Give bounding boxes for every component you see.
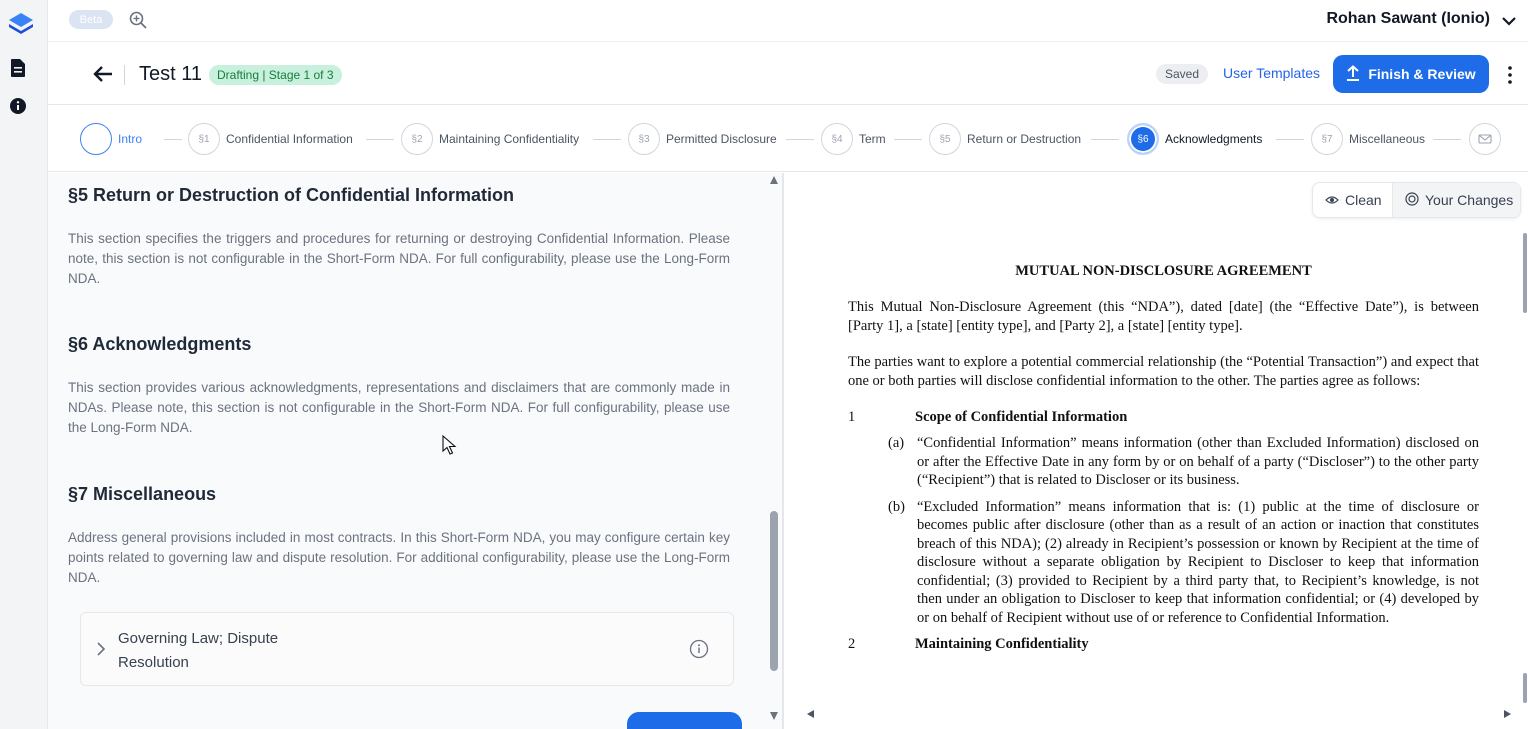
beta-badge: Beta [69, 10, 113, 29]
step-connector [164, 139, 182, 140]
step-connector [1276, 139, 1304, 140]
governing-law-accordion[interactable] [80, 612, 734, 686]
page-title: Test 11 [139, 63, 202, 85]
left-rail [0, 0, 48, 729]
chevron-down-icon[interactable] [1500, 12, 1518, 30]
step-miscellaneous[interactable] [1311, 122, 1425, 156]
step-intro[interactable] [80, 122, 142, 156]
section-2-heading [848, 635, 1479, 653]
eye-icon [1325, 192, 1339, 208]
your-changes-toggle[interactable] [1393, 183, 1520, 217]
clause-label: (a) [888, 435, 905, 451]
document-preview-pane[interactable] [784, 173, 1528, 729]
step-label: Miscellaneous [1349, 132, 1426, 146]
step-permitted-disclosure[interactable] [628, 122, 777, 156]
step-circle: §2 [401, 123, 433, 155]
finish-review-label: Finish & Review [1368, 66, 1476, 82]
section-stepper [48, 106, 1528, 172]
document-icon[interactable] [8, 58, 28, 78]
continue-button[interactable] [627, 712, 742, 729]
step-signature[interactable] [1469, 122, 1501, 156]
scrollbar[interactable] [766, 173, 782, 729]
step-return-or-destruction[interactable] [929, 122, 1081, 156]
section-number: 1 [848, 409, 856, 425]
step-circle: §6 [1127, 123, 1159, 155]
stage-badge: Drafting | Stage 1 of 3 [209, 65, 342, 85]
clause-text: “Excluded Information” means information that is: (1) public at the time of disclosure or becomes public after disclosure (other than as a result of an action or inaction that constitutes breach of this NDA); (2) already in Recipient’s possession or known by Recipient at the time of disclosure without a separate obligation by Recipient to Discloser to keep that information confidential; (3) provided to Recipient by a third party that, to Recipient’s knowledge, is not then under an obligation to Discloser to keep that information confidential; or (4) developed by or on behalf of Recipient without use of or reference to Confidential Information. [917, 498, 1479, 626]
step-circle: §5 [929, 123, 961, 155]
step-label: Maintaining Confidentiality [439, 132, 580, 146]
user-name[interactable]: Rohan Sawant (Ionio) [1326, 10, 1490, 27]
chevron-right-icon [94, 640, 108, 658]
step-label: Term [859, 132, 886, 146]
layers-logo-icon[interactable] [7, 10, 35, 38]
more-vertical-icon[interactable] [1502, 65, 1518, 85]
step-confidential-information[interactable] [188, 122, 353, 156]
section-number: 2 [848, 636, 856, 652]
accordion-label: Governing Law; Dispute Resolution [118, 630, 279, 671]
section-5-title: §5 Return or Destruction of Confidential Information [68, 185, 515, 205]
info-circle-icon[interactable] [689, 639, 709, 659]
zoom-in-icon[interactable] [128, 10, 148, 30]
signature-icon [1469, 123, 1501, 155]
section-1-heading [848, 408, 1479, 426]
section-6-description: This section provides various acknowledgments, representations and disclaimers that are commonly made in NDAs. Please note, this section is not configurable in the Short-Form NDA. For full configurability, please use the Long-Form NDA. [68, 380, 730, 435]
nda-document [848, 263, 1479, 661]
purpose-paragraph: The parties want to explore a potential commercial relationship (the “Potential Transaction”) and expect that one or both parties will disclose confidential information to the other. The parties agree as follows: [848, 354, 1479, 389]
step-label: Intro [118, 132, 143, 146]
section-title: Scope of Confidential Information [915, 409, 1128, 425]
info-icon[interactable] [8, 96, 28, 116]
section-title: Maintaining Confidentiality [915, 636, 1089, 652]
step-circle: §7 [1311, 123, 1343, 155]
step-maintaining-confidentiality[interactable] [401, 122, 579, 156]
clean-label: Clean [1345, 192, 1382, 208]
clause-a [888, 434, 1479, 490]
arrow-left-icon[interactable] [91, 63, 115, 85]
your-changes-label: Your Changes [1425, 192, 1514, 208]
step-circle [80, 123, 112, 155]
step-label: Acknowledgments [1165, 132, 1263, 146]
finish-review-button[interactable] [1333, 55, 1489, 93]
header-divider [124, 65, 125, 85]
intro-paragraph: This Mutual Non-Disclosure Agreement (this “NDA”), dated [date] (the “Effective Date”), is between [Party 1], a [state] [entity type], and [Party 2], a [state] [entity type]. [848, 299, 1479, 334]
guidance-pane[interactable] [48, 173, 782, 729]
section-7-description: Address general provisions included in most contracts. In this Short-Form NDA, you may configure certain key points related to governing law and dispute resolution. For additional configurability, please use the Long-Form NDA. [68, 530, 730, 585]
horizontal-scrollbar[interactable] [804, 707, 1514, 721]
clause-text: “Confidential Information” means information (other than Excluded Information) disclosed on or after the Effective Date in any form by or on behalf of a party (“Discloser”) to the other party (“Recipient”) that is related to Discloser or its business. [917, 435, 1479, 488]
user-templates-link[interactable]: User Templates [1223, 65, 1321, 81]
step-term[interactable] [821, 122, 886, 156]
step-connector [894, 139, 922, 140]
document-header [48, 43, 1528, 105]
step-connector [1091, 139, 1119, 140]
step-label: Permitted Disclosure [666, 132, 777, 146]
step-connector [593, 139, 621, 140]
vertical-scrollbar[interactable] [1522, 233, 1528, 713]
step-label: Return or Destruction [967, 132, 1082, 146]
step-acknowledgments[interactable] [1127, 122, 1262, 156]
step-circle: §4 [821, 123, 853, 155]
step-circle: §1 [188, 123, 220, 155]
section-7-title: §7 Miscellaneous [68, 484, 217, 504]
step-connector [1433, 139, 1461, 140]
section-5-description: This section specifies the triggers and procedures for returning or destroying Confidential Information. Please note, this section is not configurable in the Short-Form NDA. For full configurability, please use the Long-Form NDA. [68, 231, 730, 286]
view-toggle [1312, 182, 1521, 218]
section-6-title: §6 Acknowledgments [68, 334, 252, 354]
step-label: Confidential Information [226, 132, 353, 146]
document-title: MUTUAL NON-DISCLOSURE AGREEMENT [1015, 263, 1312, 279]
mouse-cursor-icon [442, 435, 458, 457]
step-connector [366, 139, 394, 140]
changes-icon [1405, 192, 1419, 209]
step-circle: §3 [628, 123, 660, 155]
saved-badge: Saved [1156, 64, 1208, 84]
upload-icon [1346, 65, 1360, 84]
top-bar [48, 0, 1528, 42]
step-connector [786, 139, 814, 140]
clause-b [888, 498, 1479, 628]
clean-view-toggle[interactable] [1313, 183, 1393, 217]
clause-label: (b) [888, 498, 905, 515]
